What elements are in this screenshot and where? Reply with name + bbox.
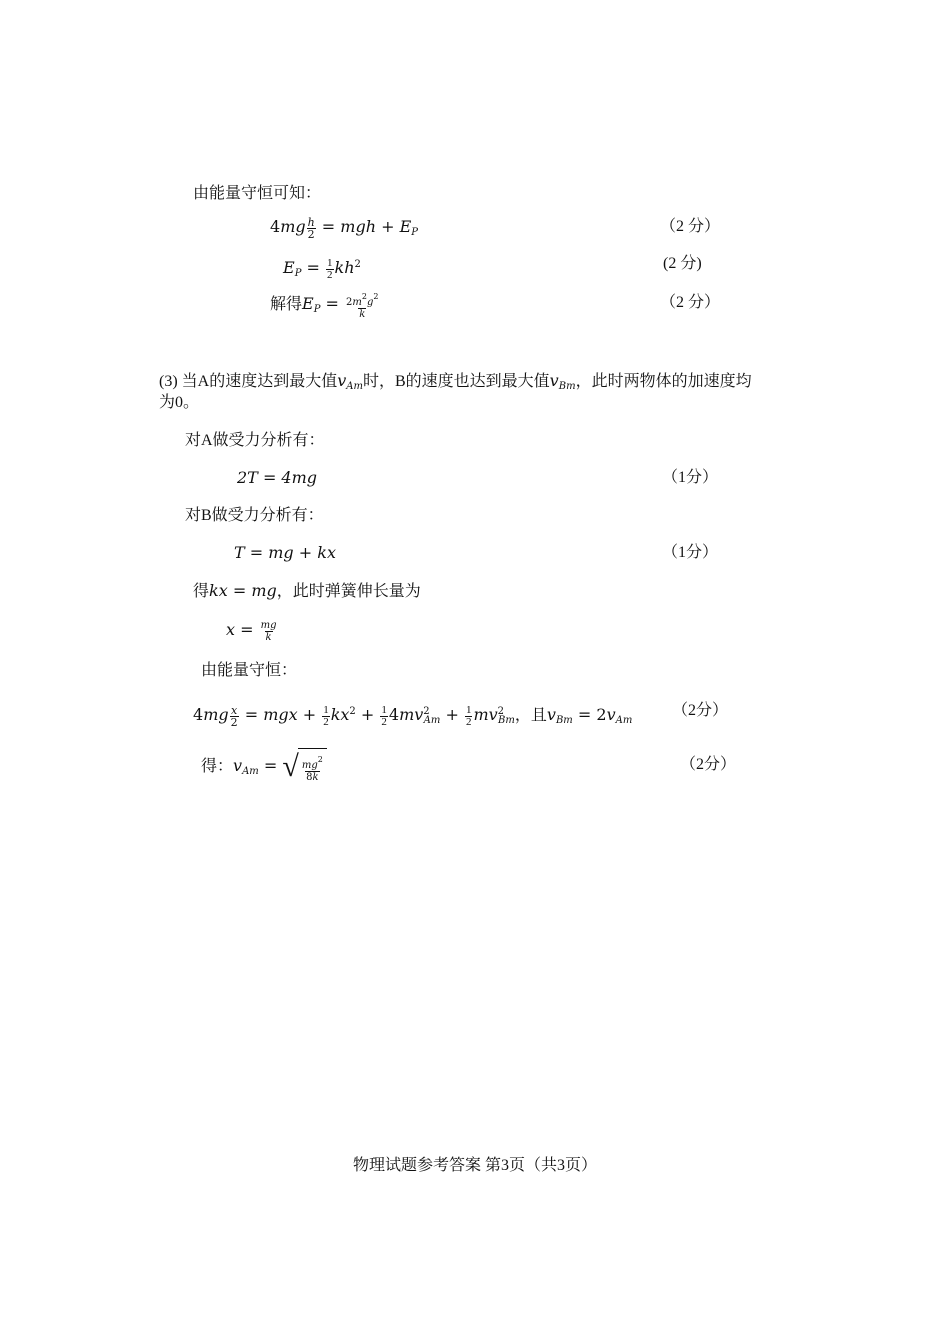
- equation-energy-full: 4mg $\frac{x}{2}$ = mgx + $\frac{1}{2}$ $kx^2$ + $\frac{1}{2}$ $4mv^2_{Am}$ + $\frac{1}{2}$ $mv^2_{Bm}$，且$v_{Bm} = 2v_{Am}$: [193, 703, 633, 729]
- score-force-b: （1分）: [662, 544, 719, 561]
- force-analysis-b-label: 对B做受力分析有：: [185, 507, 324, 524]
- part3-statement-line1: (3) 当A的速度达到最大值$v_{Am}$时，B的速度也达到最大值$v_{Bm}$，此时两物体的加速度均: [159, 371, 752, 392]
- equation-energy-balance: 4mg $\frac{h}{2}$ = mgh + $E_P$: [270, 215, 418, 241]
- equation-extension-x: x = $\frac{mg}{k}$: [226, 619, 277, 643]
- score-energy: （2分）: [672, 702, 729, 719]
- score-result: （2分）: [680, 756, 737, 773]
- equation-spring-energy: $E_P$ = $\frac{1}{2}$ $kh^2$: [283, 256, 361, 281]
- energy-conservation-intro: 由能量守恒可知：: [193, 185, 322, 202]
- result-v-am: 得：$v_{Am}$ = √ $\frac{mg^2}{8k}$: [201, 748, 327, 790]
- derive-extension-line: 得kx = mg，此时弹簧伸长量为: [193, 581, 421, 600]
- solve-label: 解得: [270, 296, 303, 313]
- score-eq3: （2 分）: [660, 294, 721, 311]
- equation-force-a: 2T = 4mg: [237, 468, 318, 487]
- sqrt-symbol: √ $\frac{mg^2}{8k}$: [282, 748, 326, 786]
- equation-force-b: T = mg + kx: [234, 543, 336, 562]
- score-force-a: （1分）: [662, 469, 719, 486]
- score-eq2: (2 分): [663, 255, 702, 272]
- force-analysis-a-label: 对A做受力分析有：: [185, 432, 325, 449]
- equation-solve-ep: 解得$E_P$ = $\frac{2m^2g^2}{k}$: [270, 291, 379, 320]
- part3-statement-line2: 为0。: [159, 394, 200, 411]
- energy-conservation-label: 由能量守恒：: [201, 662, 298, 679]
- page-footer: 物理试题参考答案 第3页（共3页）: [352, 1157, 597, 1174]
- score-eq1: （2 分）: [660, 218, 721, 235]
